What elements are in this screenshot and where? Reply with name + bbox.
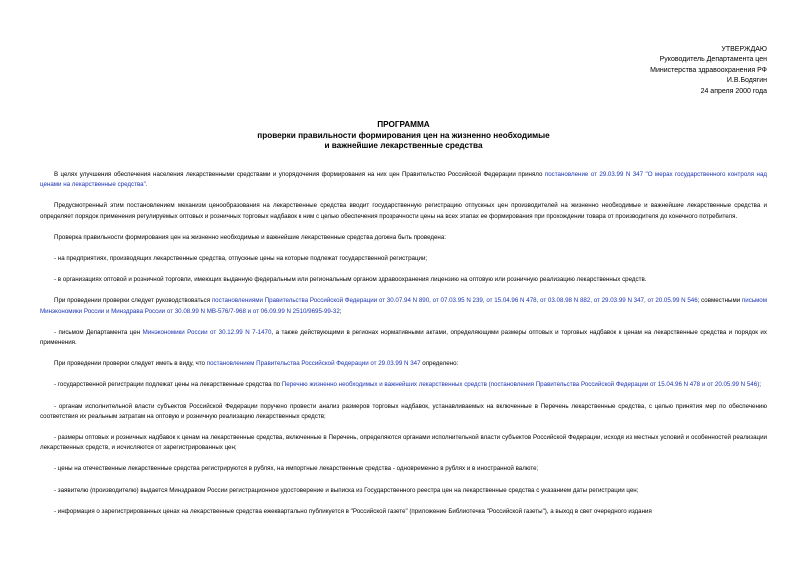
- approve-ministry: Министерства здравоохранения РФ: [650, 66, 767, 74]
- approval-block: [650, 45, 767, 97]
- title-line-2: проверки правильности формирования цен на жизненно необходимые: [257, 130, 550, 140]
- decrees-link[interactable]: постановлениями Правительства Российской Федерации от 30.07.94 N 890, от 07.03.95 N 239, от 15.04.96 N 478, от 03.08.98 N 882, от 29.03.99 N 347, от 20.05.99 N 546: [211, 297, 698, 305]
- paragraph-3: Проверка правильности формирования цен на жизненно необходимые и важнейшие лекарственные средства должна быть проведена:: [54, 233, 447, 241]
- paragraph-7: [40, 328, 767, 348]
- decree-link[interactable]: постановление от 29.03.99 N 347 "О мерах государственного контроля над ценами на лекарственные средства": [40, 171, 768, 189]
- minecon-letter-link[interactable]: Минэкономики России от 30.12.99 N 7-1470: [142, 328, 272, 336]
- paragraph-11: - размеры оптовых и розничных надбавок к ценам на лекарственные средства, включенные в Перечень, определяются органами исполнительной власти субъектов Российской Федерации, исходя из местных условий и особенностей реализации лекарственных средств, и исчисляются от зарегистрированных цен;: [40, 434, 767, 452]
- paragraph-4: - на предприятиях, производящих лекарственные средства, отпускные цены на которые подлежат государственной регистрации;: [54, 255, 428, 263]
- paragraph-2: Предусмотренный этим постановлением механизм ценообразования на лекарственные средства вводит государственную регистрацию отпускных цен производителей на жизненно необходимые и важнейшие лекарственные средства и определяет порядок применения регулируемых оптовых и розничных торговых надбавок к ним с целью обеспечения прозрачности цены на всех этапах ее формирования при прохождении товара от производителя до конечного потребителя.: [40, 202, 767, 220]
- paragraph-13: - заявителю (производителю) выдается Минздравом России регистрационное удостоверение и выписка из Государственного реестра цен на лекарственные средства с указанием даты регистрации цен;: [54, 486, 639, 494]
- paragraph-9: [40, 380, 767, 390]
- text: , а также действующими в регионах нормативными актами, определяющими размеры оптовых и торговых надбавок к ценам на лекарственные средства и порядок их применения.: [40, 328, 767, 347]
- paragraph-12: - цены на отечественные лекарственные средства регистрируются в рублях, на импортные лекарственные средства - одновременно в рублях и в иностранной валюте;: [54, 465, 539, 473]
- title-line-3: и важнейшие лекарственные средства: [324, 141, 483, 150]
- text: При проведении проверки следует руководствоваться: [54, 297, 212, 305]
- paragraph-8: [40, 359, 767, 369]
- text: .: [145, 181, 148, 189]
- decree-347-link[interactable]: постановлением Правительства Российской Федерации от 29.03.99 N 347: [206, 360, 421, 368]
- approve-name: И.В.Бодягин: [726, 77, 767, 85]
- title-line-1: ПРОГРАММА: [377, 120, 430, 129]
- text: определено:: [420, 360, 459, 368]
- list-link[interactable]: Перечню жизненно необходимых и важнейших лекарственных средств (постановления Правительства Российской Федерации от 15.04.96 N 478 и от 20.05.99 N 546): [281, 381, 760, 389]
- approve-line: УТВЕРЖДАЮ: [721, 46, 767, 53]
- text: ;: [759, 381, 761, 389]
- letter-link[interactable]: письмом Минэкономики России и Минздрава России от 30.08.99 N МВ-576/7-968 и от 06.09.99 N 2510/9695-99-32: [40, 297, 767, 315]
- text: ;: [339, 307, 342, 315]
- text: При проведении проверки следует иметь в виду, что: [54, 360, 207, 368]
- text: - письмом Департамента цен: [54, 328, 143, 336]
- paragraph-6: [40, 296, 767, 316]
- paragraph-10: - органам исполнительной власти субъектов Российской Федерации поручено провести анализ размеров торговых надбавок, устанавливаемых на включенные в Перечень лекарственные средства, с целью принятия мер по обеспечению соответствия их реальным затратам на оптовую и розничную реализацию лекарственных средств;: [40, 402, 767, 420]
- text: В целях улучшения обеспечения населения лекарственными средствами и упорядочения формирования на них цен Правительство Российской Федерации приняло: [54, 171, 545, 178]
- text: - государственной регистрации подлежат цены на лекарственные средства по: [54, 381, 282, 389]
- paragraph-1: [40, 170, 767, 190]
- paragraph-5: - в организациях оптовой и розничной торговли, имеющих выданную федеральным или региональным органом здравоохранения лицензию на оптовую или розничную реализацию лекарственных средств.: [54, 276, 647, 284]
- approve-date: 24 апреля 2000 года: [700, 87, 767, 95]
- document-title: [0, 120, 807, 152]
- document-body: [40, 170, 767, 517]
- paragraph-14: - информация о зарегистрированных ценах на лекарственные средства ежеквартально публикуется в "Российской газете" (приложение Библиотечка "Российской газеты"), а выход в свет очередного издания: [54, 507, 652, 515]
- approve-position: Руководитель Департамента цен: [659, 56, 767, 64]
- text: ; совместными: [697, 297, 742, 305]
